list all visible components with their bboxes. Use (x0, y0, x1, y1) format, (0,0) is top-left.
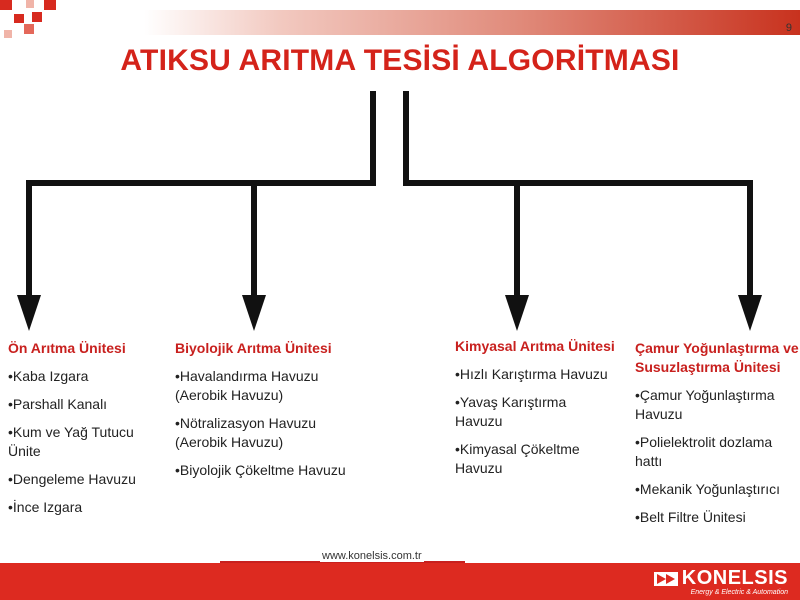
unit-column-chemical (455, 337, 615, 487)
brand-name: KONELSIS (681, 567, 788, 589)
arrow-head-4 (738, 295, 762, 331)
brand-tagline: Energy & Electric & Automation (690, 589, 788, 596)
unit-item: •Havalandırma Havuzu (Aerobik Havuzu) (175, 368, 319, 403)
arrow-head-1 (17, 295, 41, 331)
connector-right (406, 91, 750, 296)
unit-item: •Mekanik Yoğunlaştırıcı (635, 481, 780, 497)
footer-bar (0, 563, 800, 600)
connector-left (29, 91, 373, 296)
unit-heading: Biyolojik Arıtma Ünitesi (175, 340, 332, 356)
unit-column-sludge (635, 339, 800, 536)
unit-item: •Hızlı Karıştırma Havuzu (455, 366, 608, 382)
unit-heading: Kimyasal Arıtma Ünitesi (455, 338, 615, 354)
page-number: 9 (785, 22, 792, 34)
unit-item: •Parshall Kanalı (8, 396, 108, 412)
unit-item: •Yavaş Karıştırma Havuzu (455, 394, 567, 429)
unit-item: •Kimyasal Çökeltme Havuzu (455, 441, 580, 476)
konelsis-logo-icon (654, 572, 678, 586)
unit-item: •Biyolojik Çökeltme Havuzu (175, 462, 346, 478)
unit-column-pretreatment (8, 339, 148, 526)
unit-item: •Belt Filtre Ünitesi (635, 509, 746, 525)
unit-item: •Nötralizasyon Havuzu (Aerobik Havuzu) (175, 415, 317, 450)
website-url[interactable]: www.konelsis.com.tr (322, 550, 422, 562)
unit-item: •Polielektrolit dozlama hattı (635, 434, 773, 469)
unit-heading: Çamur Yoğunlaştırma ve Susuzlaştırma Ünitesi (635, 340, 799, 375)
arrow-head-3 (505, 295, 529, 331)
page-title: ATIKSU ARITMA TESİSİ ALGORİTMASI (120, 44, 680, 77)
unit-column-biological (175, 339, 355, 489)
unit-heading: Ön Arıtma Ünitesi (8, 340, 126, 356)
unit-item: •Kum ve Yağ Tutucu Ünite (8, 424, 134, 459)
unit-item: •Kaba Izgara (8, 368, 89, 384)
unit-item: •Dengeleme Havuzu (8, 471, 136, 487)
unit-item: •İnce Izgara (8, 499, 83, 515)
brand-block (654, 567, 788, 596)
unit-item: •Çamur Yoğunlaştırma Havuzu (635, 387, 775, 422)
arrow-head-2 (242, 295, 266, 331)
